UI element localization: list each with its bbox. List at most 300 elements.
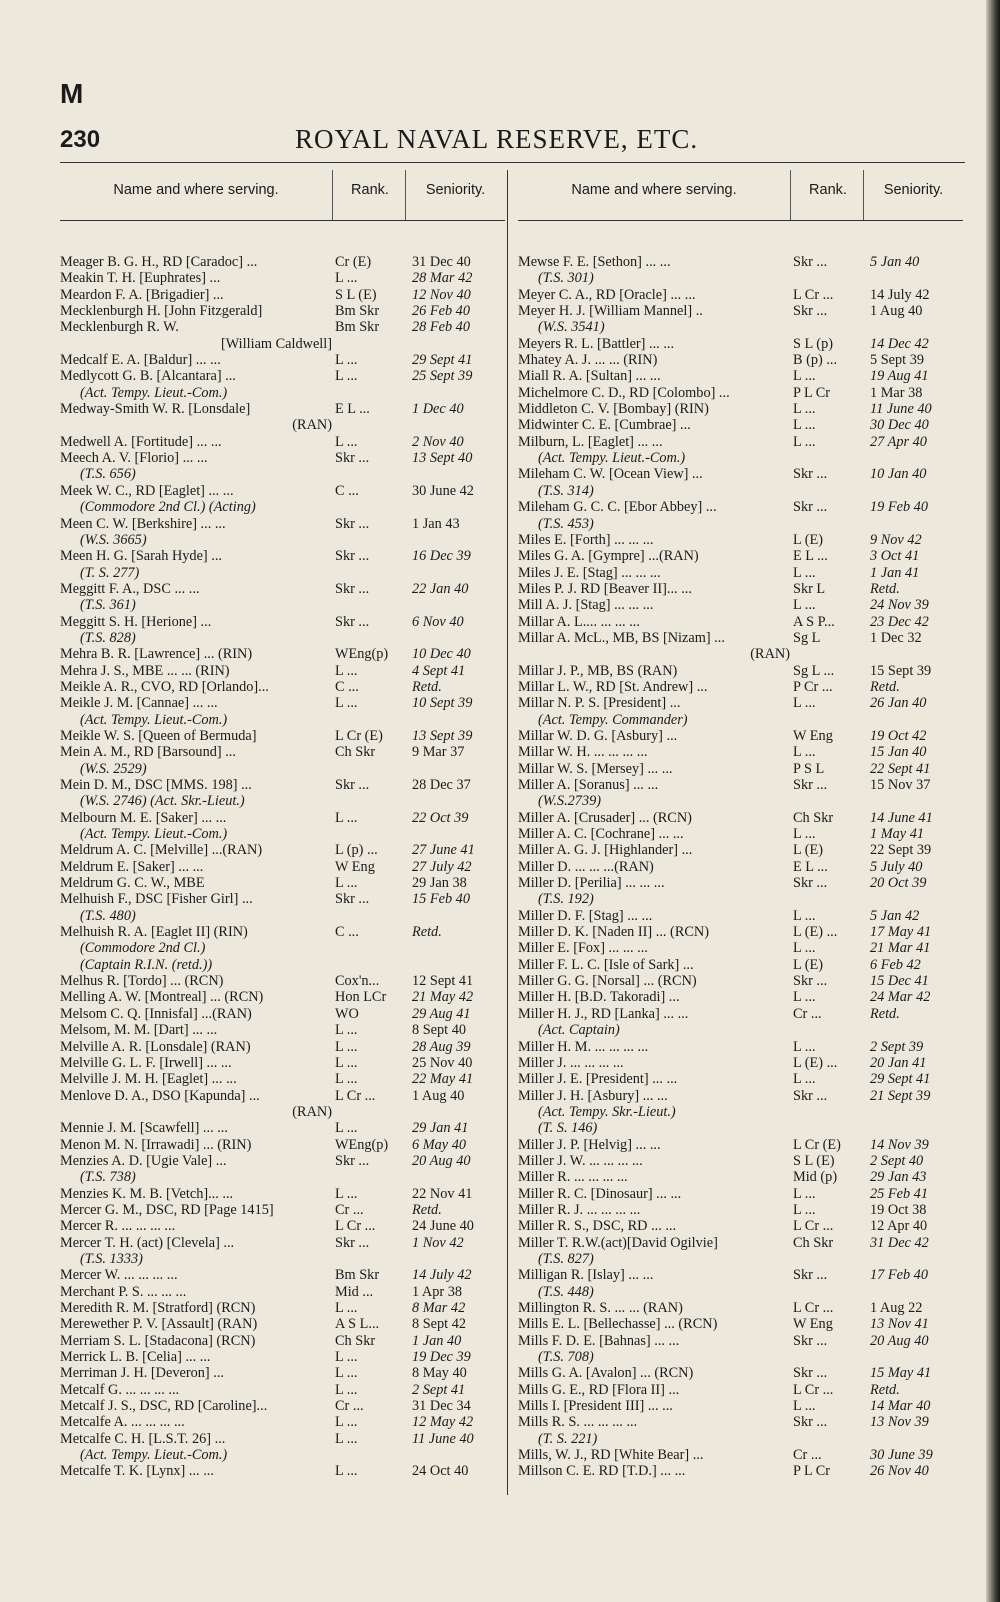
entry-seniority: Retd. — [870, 580, 900, 597]
entry-note: (T.S. 448) — [538, 1283, 594, 1300]
entry-rank: Ch Skr — [335, 744, 376, 761]
entry-row — [518, 336, 963, 352]
header-rank: Rank. — [351, 182, 389, 198]
entry-seniority: 1 Jan 43 — [412, 515, 460, 532]
entry-row — [518, 1251, 963, 1267]
entry-seniority: 8 Sept 40 — [412, 1022, 467, 1039]
entry-rank: Bm Skr — [335, 319, 380, 336]
entry-rank: Bm Skr — [335, 1267, 380, 1284]
entry-rank: Skr ... — [335, 580, 370, 597]
entry-seniority: 28 Feb 40 — [412, 319, 470, 336]
entry-row — [518, 1463, 963, 1479]
entry-name: Mecklenburgh R. W. — [60, 319, 179, 336]
entry-name: Meikle J. M. [Cannae] ... ... — [60, 695, 218, 712]
entry-note: (T. S. 221) — [538, 1430, 598, 1447]
entry-row — [518, 646, 963, 662]
entry-row — [518, 1186, 963, 1202]
entry-name: Mills, W. J., RD [White Bear] ... — [518, 1447, 704, 1464]
entry-name: Mills F. D. E. [Bahnas] ... ... — [518, 1332, 680, 1349]
entry-rank: Skr ... — [335, 1152, 370, 1169]
entry-row — [518, 1284, 963, 1300]
entry-seniority: 4 Sept 41 — [412, 662, 466, 679]
entry-note: (RAN) — [750, 646, 790, 663]
entry-seniority: 29 Jan 43 — [870, 1169, 927, 1186]
entry-name: Midwinter C. E. [Cumbrae] ... — [518, 417, 691, 434]
entry-seniority: 15 May 41 — [870, 1365, 932, 1382]
entry-seniority: 22 Sept 41 — [870, 760, 931, 777]
entry-rank: E L ... — [793, 858, 828, 875]
entry-name: Medlycott G. B. [Alcantara] ... — [60, 368, 236, 385]
entry-seniority: 16 Dec 39 — [412, 548, 471, 565]
entry-seniority: 21 Mar 41 — [870, 940, 931, 957]
entry-name: Meldrum E. [Saker] ... ... — [60, 858, 204, 875]
entry-rank: L Cr (E) — [793, 1136, 841, 1153]
entry-seniority: 24 Mar 42 — [870, 989, 931, 1006]
entry-row — [60, 695, 505, 711]
entry-rank: C ... — [335, 924, 359, 941]
entry-row — [60, 254, 505, 270]
entry-name: Merrick L. B. [Celia] ... ... — [60, 1349, 211, 1366]
entry-row — [60, 1202, 505, 1218]
entry-name: Medway-Smith W. R. [Lonsdale] — [60, 401, 251, 418]
entry-seniority: 1 Jan 40 — [412, 1332, 462, 1349]
entry-name: Meldrum A. C. [Melville] ...(RAN) — [60, 842, 263, 859]
entry-seniority: 14 June 41 — [870, 809, 933, 826]
entry-name: Miller J. W. ... ... ... ... — [518, 1152, 643, 1169]
entry-name: Millington R. S. ... ... (RAN) — [518, 1300, 683, 1316]
entry-seniority: 1 Jan 41 — [870, 564, 920, 581]
entry-row — [518, 1104, 963, 1120]
header-seniority: Seniority. — [425, 182, 486, 198]
entry-name: Miller T. R.W.(act)[David Ogilvie] — [518, 1234, 718, 1251]
entry-row — [518, 417, 963, 433]
entry-row — [518, 614, 963, 630]
entry-rank: E L ... — [335, 401, 370, 418]
entry-rank: L ... — [793, 417, 816, 434]
entry-row — [518, 287, 963, 303]
entry-row — [518, 254, 963, 270]
entry-name: Mhatey A. J. ... ... (RIN) — [518, 352, 658, 369]
entry-row — [60, 842, 505, 858]
entry-rank: L ... — [793, 744, 816, 761]
entry-rank: Skr ... — [335, 891, 370, 908]
entry-row — [60, 1431, 505, 1447]
entry-rank: WO — [335, 1005, 359, 1022]
entry-seniority: 15 Dec 41 — [870, 973, 929, 990]
entry-name: Meikle W. S. [Queen of Bermuda] — [60, 727, 257, 744]
entry-name: Mileham C. W. [Ocean View] ... — [518, 466, 703, 483]
entry-seniority: 10 Sept 39 — [412, 695, 473, 712]
entry-seniority: 2 Nov 40 — [412, 433, 464, 450]
entry-row — [60, 1218, 505, 1234]
entry-seniority: 24 Nov 39 — [870, 597, 929, 614]
entry-rank: C ... — [335, 678, 359, 695]
entry-rank: Cr ... — [793, 1447, 822, 1464]
entry-name: Melhus R. [Tordo] ... (RCN) — [60, 973, 224, 990]
entry-name: Millar W. D. G. [Asbury] ... — [518, 727, 678, 744]
entry-name: Meggitt F. A., DSC ... ... — [60, 580, 200, 597]
entry-row — [60, 728, 505, 744]
entry-rank: L (E) ... — [793, 1054, 838, 1071]
entry-row — [60, 1463, 505, 1479]
entry-seniority: 12 Sept 41 — [412, 973, 474, 990]
entry-name: Meakin T. H. [Euphrates] ... — [60, 270, 221, 287]
entry-row — [60, 1055, 505, 1071]
entry-row — [60, 1333, 505, 1349]
entry-name: Merriman J. H. [Deveron] ... — [60, 1365, 224, 1382]
entry-row — [60, 940, 505, 956]
entry-row — [60, 1186, 505, 1202]
entry-rank: L (E) — [793, 842, 824, 859]
entry-name: Mecklenburgh H. [John Fitzgerald] — [60, 303, 263, 320]
entry-name: Meyer H. J. [William Mannel] .. — [518, 303, 703, 320]
entry-row — [60, 1284, 505, 1300]
entry-note: (T.S. 656) — [80, 466, 136, 483]
entry-row — [518, 352, 963, 368]
top-rule — [60, 162, 965, 163]
entry-row — [60, 1153, 505, 1169]
entry-rank: L ... — [793, 1185, 816, 1202]
entry-row — [518, 1398, 963, 1414]
entry-rank: Skr L — [793, 580, 826, 597]
entry-note: (T.S. 738) — [80, 1169, 136, 1186]
entry-note: (T.S. 453) — [538, 515, 594, 532]
header-name: Name and where serving. — [571, 182, 737, 198]
entry-seniority: 13 Sept 40 — [412, 450, 473, 467]
entry-row — [518, 1316, 963, 1332]
entry-row — [518, 1365, 963, 1381]
entry-name: Meldrum G. C. W., MBE — [60, 875, 205, 892]
entry-name: Millson C. E. RD [T.D.] ... ... — [518, 1463, 686, 1480]
entry-rank: Ch Skr — [335, 1332, 376, 1349]
entry-seniority: 3 Oct 41 — [870, 548, 920, 565]
entry-rank: Skr ... — [793, 1267, 828, 1284]
entry-row — [60, 597, 505, 613]
entry-row — [518, 1137, 963, 1153]
entry-note: (Act. Tempy. Commander) — [538, 711, 688, 728]
entry-rank: L ... — [793, 564, 816, 581]
entry-row — [518, 385, 963, 401]
entry-seniority: 26 Jan 40 — [870, 695, 927, 712]
entry-name: Miller A. [Crusader] ... (RCN) — [518, 809, 692, 826]
entry-row — [518, 1120, 963, 1136]
header-name: Name and where serving. — [113, 182, 279, 198]
entry-row — [60, 630, 505, 646]
entry-note: (Act. Tempy. Lieut.-Com.) — [80, 1447, 228, 1464]
entry-row — [518, 1218, 963, 1234]
entry-rank: L ... — [793, 401, 816, 418]
entry-rank: L ... — [335, 1300, 358, 1316]
entry-rank: Skr ... — [335, 450, 370, 467]
entry-name: Medcalf E. A. [Baldur] ... ... — [60, 352, 221, 369]
entry-seniority: 31 Dec 40 — [412, 254, 471, 270]
entry-row — [60, 663, 505, 679]
entry-name: Melsom, M. M. [Dart] ... ... — [60, 1022, 218, 1039]
entry-row — [518, 581, 963, 597]
entry-row — [60, 466, 505, 482]
entry-seniority: 1 Aug 40 — [870, 303, 923, 320]
entry-row — [60, 1137, 505, 1153]
entry-seniority: Retd. — [870, 678, 900, 695]
entry-rank: Skr ... — [793, 499, 828, 516]
entry-rank: L ... — [793, 907, 816, 924]
entry-seniority: 20 Oct 39 — [870, 875, 927, 892]
entry-rank: Skr ... — [335, 613, 370, 630]
entry-seniority: 9 Mar 37 — [412, 744, 465, 761]
entry-seniority: 19 Dec 39 — [412, 1349, 471, 1366]
entry-row — [60, 1120, 505, 1136]
column-divider — [507, 170, 508, 1495]
entry-row — [518, 499, 963, 515]
entry-seniority: 12 Apr 40 — [870, 1218, 928, 1235]
entry-seniority: 26 Nov 40 — [870, 1463, 929, 1480]
entry-seniority: Retd. — [870, 1005, 900, 1022]
entry-rank: L ... — [335, 1463, 358, 1480]
entry-name: Menzies A. D. [Ugie Vale] ... — [60, 1152, 227, 1169]
entry-row — [518, 761, 963, 777]
entry-seniority: 25 Nov 40 — [412, 1054, 473, 1071]
entry-name: Miller D. F. [Stag] ... ... — [518, 907, 653, 924]
entry-seniority: 8 Mar 42 — [412, 1300, 466, 1316]
entry-rank: L ... — [335, 270, 358, 287]
entry-rank: Skr ... — [793, 875, 828, 892]
entry-seniority: 8 May 40 — [412, 1365, 467, 1382]
entry-rank: L ... — [335, 1414, 358, 1431]
entry-rank: L ... — [335, 1038, 358, 1055]
entry-row — [60, 1251, 505, 1267]
entry-name: Mercer G. M., DSC, RD [Page 1415] — [60, 1201, 274, 1218]
entry-rank: Ch Skr — [793, 809, 834, 826]
entry-note: (Commodore 2nd Cl.) (Acting) — [80, 499, 256, 516]
entry-name: Mein A. M., RD [Barsound] ... — [60, 744, 236, 761]
entry-name: Milligan R. [Islay] ... ... — [518, 1267, 654, 1284]
entry-note: (Act. Tempy. Lieut.-Com.) — [80, 384, 228, 401]
entry-row — [60, 417, 505, 433]
entry-row — [60, 581, 505, 597]
entry-row — [518, 1088, 963, 1104]
entry-rank: L ... — [335, 1365, 358, 1382]
entry-seniority: 26 Feb 40 — [412, 303, 470, 320]
entry-rank: L ... — [335, 1349, 358, 1366]
entry-note: (T.S. 192) — [538, 891, 594, 908]
entry-rank: B (p) ... — [793, 352, 838, 369]
entry-name: Meyers R. L. [Battler] ... ... — [518, 335, 675, 352]
entry-row — [60, 1382, 505, 1398]
entry-row — [518, 1071, 963, 1087]
entry-rank: Ch Skr — [793, 1234, 834, 1251]
entry-row — [518, 565, 963, 581]
entry-name: Menlove D. A., DSO [Kapunda] ... — [60, 1087, 260, 1104]
entry-row — [518, 1267, 963, 1283]
entry-name: Miles G. A. [Gympre] ...(RAN) — [518, 548, 699, 565]
entry-name: Mills I. [President III] ... ... — [518, 1398, 673, 1415]
entry-name: Melbourn M. E. [Saker] ... ... — [60, 809, 227, 826]
entry-row — [518, 875, 963, 891]
entry-name: Meggitt S. H. [Herione] ... — [60, 613, 212, 630]
entry-seniority: 28 Aug 39 — [412, 1038, 471, 1055]
entry-row — [518, 1235, 963, 1251]
entry-row — [518, 842, 963, 858]
entry-seniority: 2 Sept 41 — [412, 1381, 466, 1398]
entry-name: Meen C. W. [Berkshire] ... ... — [60, 515, 226, 532]
entry-row — [60, 973, 505, 989]
entry-row — [518, 1169, 963, 1185]
entry-row — [518, 1300, 963, 1316]
entry-name: Metcalf J. S., DSC, RD [Caroline]... — [60, 1398, 268, 1415]
entry-name: Millar W. H. ... ... ... ... — [518, 744, 648, 761]
header-rank: Rank. — [809, 182, 847, 198]
entry-seniority: 17 May 41 — [870, 924, 932, 941]
entry-seniority: 29 Sept 41 — [412, 352, 473, 369]
entry-seniority: 30 June 39 — [870, 1447, 933, 1464]
entry-rank: W Eng — [793, 727, 833, 744]
entry-note: (T.S. 828) — [80, 629, 136, 646]
entry-row — [518, 859, 963, 875]
entry-rank: A S P... — [793, 613, 835, 630]
entry-seniority: Retd. — [412, 924, 442, 941]
entry-rank: L Cr ... — [335, 1087, 376, 1104]
entry-rank: L (E) ... — [793, 924, 838, 941]
entry-name: Miller H. [B.D. Takoradi] ... — [518, 989, 680, 1006]
entry-note: (T.S. 314) — [538, 482, 594, 499]
entry-name: Melville A. R. [Lonsdale] (RAN) — [60, 1038, 251, 1055]
entry-row — [60, 1071, 505, 1087]
entry-row — [60, 1267, 505, 1283]
entry-name: Miller A. C. [Cochrane] ... ... — [518, 826, 684, 843]
entry-seniority: 14 July 42 — [412, 1267, 472, 1284]
entry-rank: L ... — [335, 1054, 358, 1071]
entry-name: Michelmore C. D., RD [Colombo] ... — [518, 384, 730, 401]
entry-rank: WEng(p) — [335, 1136, 389, 1153]
entry-name: Mercer T. H. (act) [Clevela] ... — [60, 1234, 235, 1251]
entry-seniority: 28 Mar 42 — [412, 270, 473, 287]
entry-rank: Mid ... — [335, 1283, 374, 1300]
entry-name: Miller J. ... ... ... ... — [518, 1054, 624, 1071]
entry-seniority: 22 Sept 39 — [870, 842, 932, 859]
entry-note: (W.S. 3665) — [80, 531, 147, 548]
entry-name: Miller H. M. ... ... ... ... — [518, 1038, 649, 1055]
entry-seniority: 20 Jan 41 — [870, 1054, 927, 1071]
entry-rank: W Eng — [793, 1316, 833, 1333]
entry-note: (T. S. 277) — [80, 564, 140, 581]
entry-seniority: 11 June 40 — [412, 1430, 474, 1447]
entry-rank: L Cr ... — [335, 1218, 376, 1235]
entry-seniority: 14 Dec 42 — [870, 335, 929, 352]
entry-seniority: 22 Jan 40 — [412, 580, 469, 597]
entry-seniority: 19 Feb 40 — [870, 499, 928, 516]
entry-seniority: 24 June 40 — [412, 1218, 474, 1235]
entry-seniority: 22 May 41 — [412, 1071, 474, 1088]
entry-name: Miller J. E. [President] ... ... — [518, 1071, 678, 1088]
entry-seniority: 29 Jan 41 — [412, 1120, 469, 1137]
entry-seniority: 15 Jan 40 — [870, 744, 927, 761]
entry-row — [518, 450, 963, 466]
entry-row — [60, 712, 505, 728]
entry-rank: S L (p) — [793, 335, 833, 352]
entry-name: Mills G. E., RD [Flora II] ... — [518, 1381, 680, 1398]
entry-seniority: 20 Aug 40 — [870, 1332, 929, 1349]
entry-row — [60, 908, 505, 924]
entry-name: Mercer R. ... ... ... ... — [60, 1218, 176, 1235]
entry-row — [518, 1447, 963, 1463]
entry-name: Mehra J. S., MBE ... ... (RIN) — [60, 662, 230, 679]
entry-name: Miller A. G. J. [Highlander] ... — [518, 842, 693, 859]
entry-name: Milburn, L. [Eaglet] ... ... — [518, 433, 663, 450]
entry-seniority: 2 Sept 40 — [870, 1152, 924, 1169]
entry-row — [60, 1088, 505, 1104]
entry-name: Mileham G. C. C. [Ebor Abbey] ... — [518, 499, 717, 516]
entry-name: Miller A. [Soranus] ... ... — [518, 777, 659, 793]
entry-rank: L ... — [335, 662, 358, 679]
entry-name: Mewse F. E. [Sethon] ... ... — [518, 254, 671, 270]
entry-rank: A S L... — [335, 1316, 380, 1333]
entry-seniority: 31 Dec 34 — [412, 1398, 471, 1415]
entry-note: (Act. Tempy. Lieut.-Com.) — [80, 826, 228, 843]
entry-note: (T.S. 361) — [80, 597, 136, 614]
entry-name: Melville G. L. F. [Irwell] ... ... — [60, 1054, 232, 1071]
entry-row — [518, 597, 963, 613]
entry-row — [518, 695, 963, 711]
entry-seniority: 23 Dec 42 — [870, 613, 929, 630]
header-seniority: Seniority. — [883, 182, 944, 198]
entry-seniority: 24 Oct 40 — [412, 1463, 469, 1480]
entry-note: (Act. Tempy. Skr.-Lieut.) — [538, 1103, 676, 1120]
entry-rank: Skr ... — [335, 548, 370, 565]
header-divider — [790, 170, 791, 220]
entry-row — [60, 614, 505, 630]
entry-row — [60, 679, 505, 695]
entry-seniority: 19 Oct 42 — [870, 727, 927, 744]
entry-name: Meen H. G. [Sarah Hyde] ... — [60, 548, 222, 565]
entry-seniority: 5 Sept 39 — [870, 352, 925, 369]
entry-row — [518, 1333, 963, 1349]
entry-seniority: 10 Dec 40 — [412, 646, 471, 663]
entry-name: Menzies K. M. B. [Vetch]... ... — [60, 1185, 234, 1202]
entry-row — [60, 1006, 505, 1022]
entry-rank: P Cr ... — [793, 678, 833, 695]
entry-rank: L ... — [335, 1185, 358, 1202]
entry-row — [60, 434, 505, 450]
entry-seniority: 15 Nov 37 — [870, 777, 931, 793]
entry-rank: Cr (E) — [335, 254, 372, 270]
entry-row — [518, 777, 963, 793]
entry-name: Miller G. G. [Norsal] ... (RCN) — [518, 973, 697, 990]
entry-row — [60, 287, 505, 303]
entry-seniority: 25 Feb 41 — [870, 1185, 928, 1202]
entry-seniority: 30 June 42 — [412, 482, 474, 499]
entry-name: Meech A. V. [Florio] ... ... — [60, 450, 208, 467]
entry-name: Mill A. J. [Stag] ... ... ... — [518, 597, 654, 614]
entry-row — [518, 548, 963, 564]
entry-rank: Skr ... — [793, 1332, 828, 1349]
entry-note: (Act. Tempy. Lieut.-Com.) — [538, 450, 686, 467]
entry-seniority: 17 Feb 40 — [870, 1267, 928, 1284]
entry-seniority: 1 Mar 38 — [870, 384, 923, 401]
entry-row — [518, 989, 963, 1005]
entry-row — [60, 744, 505, 760]
entry-seniority: 13 Nov 41 — [870, 1316, 929, 1333]
entry-rank: Skr ... — [793, 1087, 828, 1104]
entry-seniority: 21 Sept 39 — [870, 1087, 931, 1104]
entry-name: Miall R. A. [Sultan] ... ... — [518, 368, 661, 385]
entry-row — [60, 450, 505, 466]
entry-row — [60, 1169, 505, 1185]
entry-rank: L ... — [335, 1071, 358, 1088]
entry-name: Miles E. [Forth] ... ... ... — [518, 531, 654, 548]
entry-seniority: 25 Sept 39 — [412, 368, 473, 385]
page-title: ROYAL NAVAL RESERVE, ETC. — [295, 124, 699, 154]
section-letter: M — [60, 78, 83, 109]
